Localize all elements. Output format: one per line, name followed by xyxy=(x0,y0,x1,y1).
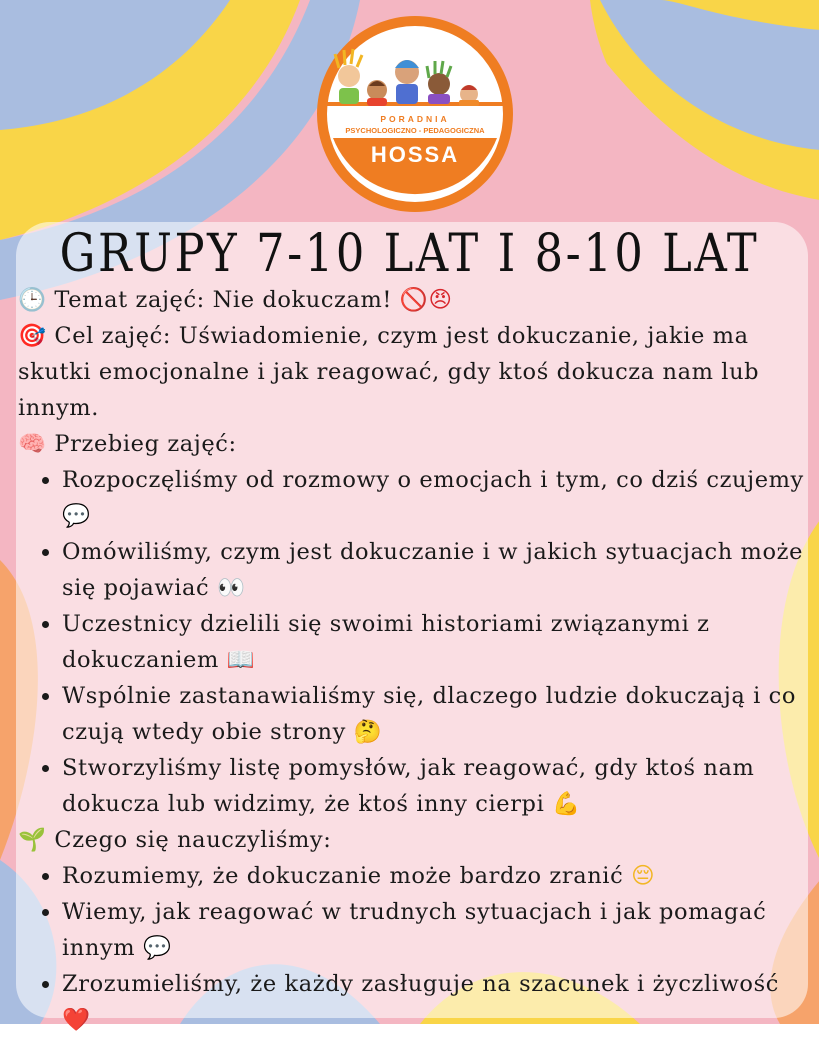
page-title: GRUPY 7-10 LAT I 8-10 LAT xyxy=(59,224,760,284)
goal-text: Cel zajęć: Uświadomienie, czym jest dokuczanie, jakie ma skutki emocjonalne i jak reagować, gdy ktoś dokucza nam lub innym. xyxy=(18,323,760,421)
course-heading-text: Przebieg zajęć: xyxy=(54,431,237,457)
learned-list xyxy=(18,858,808,1038)
list-item: • Wiemy, jak reagować w trudnych sytuacjach i jak pomagać innym 💬 xyxy=(62,894,808,966)
brain-icon: 🧠 xyxy=(18,431,47,457)
list-item: • Omówiliśmy, czym jest dokuczanie i w jakich sytuacjach może się pojawiać 👀 xyxy=(62,534,808,606)
red-heart-icon: ❤️ xyxy=(62,1007,91,1033)
angry-face-icon: 😠 xyxy=(428,287,453,313)
logo-line3: HOSSA xyxy=(370,142,460,167)
eyes-icon: 👀 xyxy=(217,575,246,601)
course-heading xyxy=(18,426,808,462)
hossa-logo xyxy=(307,14,523,214)
no-entry-icon: 🚫 xyxy=(399,287,429,313)
open-book-icon: 📖 xyxy=(226,647,256,673)
learned-heading-text: Czego się nauczyliśmy: xyxy=(54,827,332,853)
topic-text: Temat zajęć: Nie dokuczam! xyxy=(54,287,393,313)
course-list xyxy=(18,462,808,822)
flexed-biceps-icon: 💪 xyxy=(552,791,581,817)
goal-line xyxy=(18,318,808,426)
logo-line1: PORADNIA xyxy=(380,114,450,124)
topic-line xyxy=(18,282,808,318)
list-item: • Rozumiemy, że dokuczanie może bardzo zranić 😔 xyxy=(62,858,808,894)
target-icon: 🎯 xyxy=(18,323,47,349)
logo-line2: PSYCHOLOGICZNO - PEDAGOGICZNA xyxy=(345,126,485,135)
seedling-icon: 🌱 xyxy=(18,827,47,853)
clock-icon: 🕒 xyxy=(18,287,47,313)
list-item: • Uczestnicy dzielili się swoimi historiami związanymi z dokuczaniem 📖 xyxy=(62,606,808,678)
content-body xyxy=(18,282,808,1038)
list-item: • Stworzyliśmy listę pomysłów, jak reagować, gdy ktoś nam dokucza lub widzimy, że ktoś inny cierpi 💪 xyxy=(62,750,808,822)
list-item: • Zrozumieliśmy, że każdy zasługuje na szacunek i życzliwość ❤️ xyxy=(62,966,808,1038)
speech-bubble-icon: 💬 xyxy=(143,935,172,961)
thinking-face-icon: 🤔 xyxy=(353,719,383,745)
list-item: • Wspólnie zastanawialiśmy się, dlaczego ludzie dokuczają i co czują wtedy obie strony 🤔 xyxy=(62,678,808,750)
pensive-face-icon: 😔 xyxy=(631,863,656,889)
learned-heading xyxy=(18,822,808,858)
list-item: • Rozpoczęliśmy od rozmowy o emocjach i tym, co dziś czujemy 💬 xyxy=(62,462,808,534)
speech-bubble-icon: 💬 xyxy=(62,503,91,529)
